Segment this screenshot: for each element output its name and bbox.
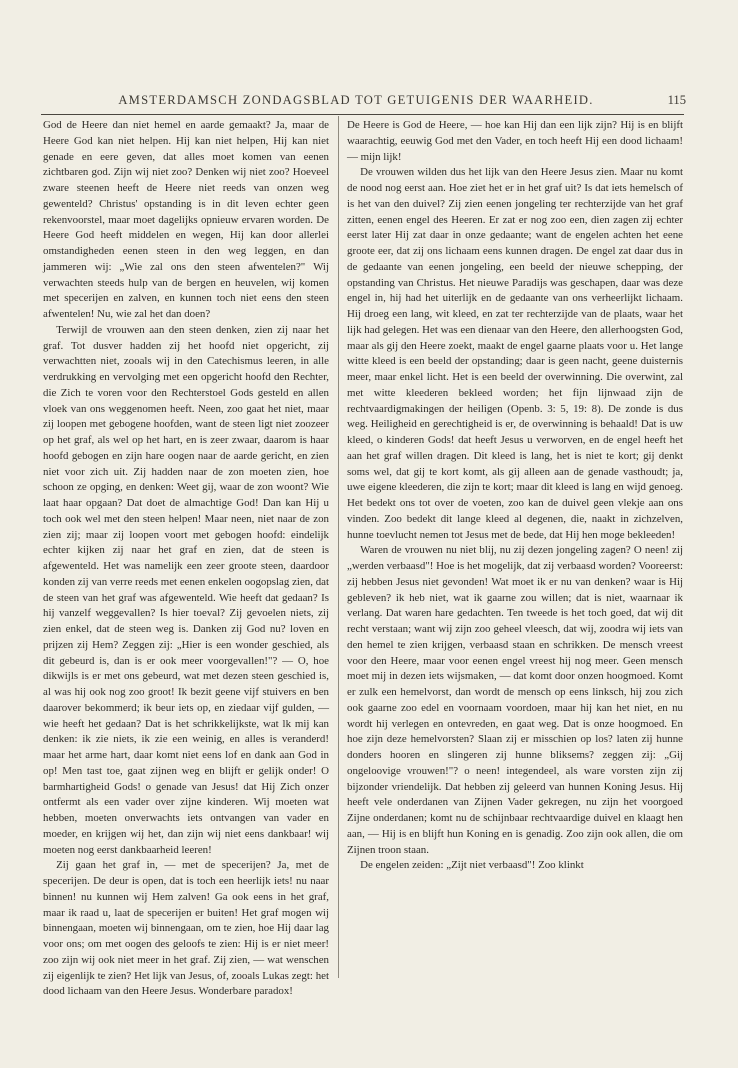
running-title: AMSTERDAMSCH ZONDAGSBLAD TOT GETUIGENIS DER WAARHEID. <box>118 93 594 107</box>
paragraph: Terwijl de vrouwen aan den steen denken, zien zij naar het graf. Tot dusver hadden zij het hoofd niet opgericht, zij verwachtten niet, zooals wij in den Catechismus leeren, in alle verdrukking en vervolging met een opgericht hoofd den Rechter, die Zich te voren voor den Rechterstoel Gods gesteld en allen vloek van ons weggenomen heeft. Neen, zoo gaat het niet, maar zij loopen met gebogene hoofden, want de steen ligt niet zoozeer op het graf, als wel op het hart, en is zeer zwaar, daarom is haar hoofd gebogen en zijn hare oogen naar de aarde gericht, en zien niet voor zich uit. Zij hadden naar de zon moeten zien, hoe schoon ze opging, en denken: Weet gij, waar de zon woont? Wie laat haar opgaan? Dat doet de almachtige God! Dan kan Hij u toch ook wel met den steen helpen! Maar neen, niet naar de zon zien zij; maar zij loopen voort met gebogen hoofd: eindelijk echter kijken zij naar het graf en zien, dat de steen is afgewenteld. Het was namelijk een zeer groote steen, daardoor konden zij van verre reeds met eenen enkelen oogopslag zien, dat de steen van het graf was afgewenteld. Wie heeft dat gedaan? Is hij vanzelf weggevallen? Is hier toeval? Zij gevoelen niets, zij zien enkel, dat de steen weg is. Danken zij God nu? loven en prijzen zij Hem? Zeggen zij: „Hier is een wonder geschied, als dit gebeurd is, dan is er ook meer voorgevallen!"? — O, hoe dikwijls is er met ons gebeurd, wat met dezen steen geschied is, al was hij ook nog zoo groot! Ik bezit geene vijf stuivers en ben daarover bekommerd; ik beur iets op, en ziedaar vijf gulden, — wie heeft het gedaan? Dat is het schrikkelijkste, wat lk mij kan denken: ik zie niets, ik zie een weinig, en alles is veranderd! maar het arme hart, daar komt niet eens lof en dank aan God in op! Men tast toe, gaat zijnen weg en blijft er gelijk onder! O barmhartigheid Gods! o genade van Jesus! dat Hij Zich onzer ontfermt als een vader over zijne kinderen. Wij moeten wat hebben, moeten onverwachts iets ontvangen van vader en moeder, en krijgen wij het, dan zijn wij niet eens dankbaar! wij moeten nog eerst dankbaarheid leeren! <box>43 323 329 856</box>
page-number: 115 <box>667 93 686 107</box>
paragraph: De engelen zeiden: „Zijt niet verbaasd"! Zoo klinkt <box>360 859 584 872</box>
left-column <box>43 118 329 1000</box>
paragraph: De vrouwen wilden dus het lijk van den Heere Jesus zien. Maar nu komt de nood nog eerst aan. Hoe ziet het er in het graf uit? Is dat iets hemelsch of is het van den duivel? Zij zien eenen jongeling ter rechterzijde van het graf zitten, eenen engel des Heeren. Er zat er nog zoo een, dien zagen zij echter eerst later Hij zat daar in onze gedaante; want de engelen achten het eene groote eer, dat zij ons lichaam eens kunnen dragen. De engel zat daar dus in de gedaante van eenen jongeling, een beeld der nieuwe schepping, der opstanding van Christus. Het nieuwe Paradijs was geschapen, daar was deze engel in, hij had het uiterlijk en de gedaante van ons verheerlijkt lichaam. Hij droeg een lang, wit kleed, en zat ter rechterzijde van de plaats, waar het lijk had gelegen. Het was een dienaar van den Heere, den allerhoogsten God, maar als gij den Heere zoekt, maakt de engel gaarne plaats voor u. Het lange witte kleed is een beeld der opstanding; daar is geen nacht, geene duisternis meer, maar enkel licht. Het is een beeld der overwinning. Die overwint, zal met witte kleederen bekleed worden; het fijn lijnwaad zijn de rechtvaardigmakingen der heiligen (Openb. 3: 5, 19: 8). De zonde is dus weg. Heiligheid en gerechtigheid is er, de overwinning is behaald! Dat is uw kleed, o kinderen Gods! dat heeft Jesus u verworven, en de engel heeft het aan het graf willen dragen. Dit kleed is lang, het is niet te kort; gij denkt soms wel, dat gij te kort komt, als gij alleen aan de genade vasthoudt; ja, uwe eigene kleederen, die zijn te kort; maar dit kleed is lang en wijd genoeg. Het bedekt ons tot over de voeten, zoo kan de duivel geen vlekje aan ons vinden. Zoo bedekt dit lange kleed al degenen, die, naakt in zichzelven, hunne toevlucht nemen tot Jesus met de bede, dat Hij hen moge bekleeden! <box>347 166 683 541</box>
page-header <box>96 93 686 113</box>
paragraph: De Heere is God de Heere, — hoe kan Hij dan een lijk zijn? Hij is en blijft waarachtig, eeuwig God met den Vader, en toch heeft Hij een dood lichaam! — mijn lijk! <box>347 119 683 163</box>
column-divider <box>338 116 339 978</box>
paragraph: God de Heere dan niet hemel en aarde gemaakt? Ja, maar de Heere God kan niet helpen. Hij kan niet helpen, Hij kan niet genade en eere geven, dat alles moet komen van eenen zichtbaren god. Zijn wij niet zoo? Denken wij niet zoo? Hoeveel zware steenen heeft de Heere niet reeds van onzen weg gewenteld? Christus' opstanding is in dit leven echter geen rekenvoorstel, maar moet dagelijks opnieuw ervaren worden. De Heere God heeft middelen en wegen, Hij kan door allerlei omstandigheden eenen steen in den weg leggen, en dan jammeren wij: „Wie zal ons den steen afwentelen?" Wij verwachten steeds hulp van de bergen en heuvelen, wij komen met specerijen en zalven, en kunnen toch niet eens den steen afwentelen! Nu, wie zal het dan doen? <box>43 119 329 320</box>
paragraph: Zij gaan het graf in, — met de specerijen? Ja, met de specerijen. De deur is open, dat is toch een heerlijk iets! nu naar binnen! nu kunnen wij Hem zalven! Ga ook eens in het graf, maar ik raad u, laat de specerijen er buiten! Het graf mogen wij binnengaan, moeten wij binnengaan, om te zien, hoe Hij daar lag voor ons; om met oogen des geloofs te zien: Hij is er niet meer! zoo zijn wij ook niet meer in het graf. Zij zien, — wat wenschen zij eigenlijk te zien? Het lijk van Jesus, of, zooals Lukas zegt: het dood lichaam van den Heere Jesus. Wonderbare paradox! <box>43 859 329 998</box>
right-column <box>347 118 683 874</box>
header-rule <box>41 114 684 115</box>
paragraph: Waren de vrouwen nu niet blij, nu zij dezen jongeling zagen? O neen! zij „werden verbaasd"! Hoe is het mogelijk, dat zij verbaasd worden? Vooreerst: zij hebben Jesus niet gevonden! Wat moet ik er nu van denken? waar is Hij gebleven? ik heb niet, wat ik gaarne zou willen; dat is niet, waarnaar ik verlang. Dat waren hare gedachten. Ten tweede is het toch goed, dat wij dit recht verstaan; want wij zijn zoo geheel vleesch, dat wij, zoodra wij iets van den hemel te zien krijgen, verbaasd staan en schrikken. De mensch vreest voor den Heere, maar voor eenen engel vreest hij nog meer. Geen mensch moet mij in dezen iets wijsmaken, — dat komt door onzen hoogmoed. Komt er zulk een hemelvorst, dan wordt de mensch op eens linksch, hij zou zich ook gaarne zoo edel en voornaam voordoen, maar hij kan het niet, en nu wordt hij verlegen en ontevreden, en gaat weg. Dat is onze hoogmoed. En hoe zijn deze hemelvorsten? Slaan zij er misschien op los? laten zij hunne donders hooren en slingeren zij hunne bliksems? zeggen zij: „Gij ongeloovige vrouwen!"? o neen! integendeel, als ware vorsten zijn zij bijzonder vriendelijk. Dat hebben zij geleerd van hunnen Koning Jesus. Hij heeft vele onderdanen van Zijnen Vader gekregen, nu zijn het voorgoed Zijne onderdanen; komt nu de schijnbaar rechtvaardige duivel en klaagt hen aan, — Hij is en blijft hun Koning en is genadig. Zoo zijn ook allen, die om Zijnen troon staan. <box>347 544 683 856</box>
